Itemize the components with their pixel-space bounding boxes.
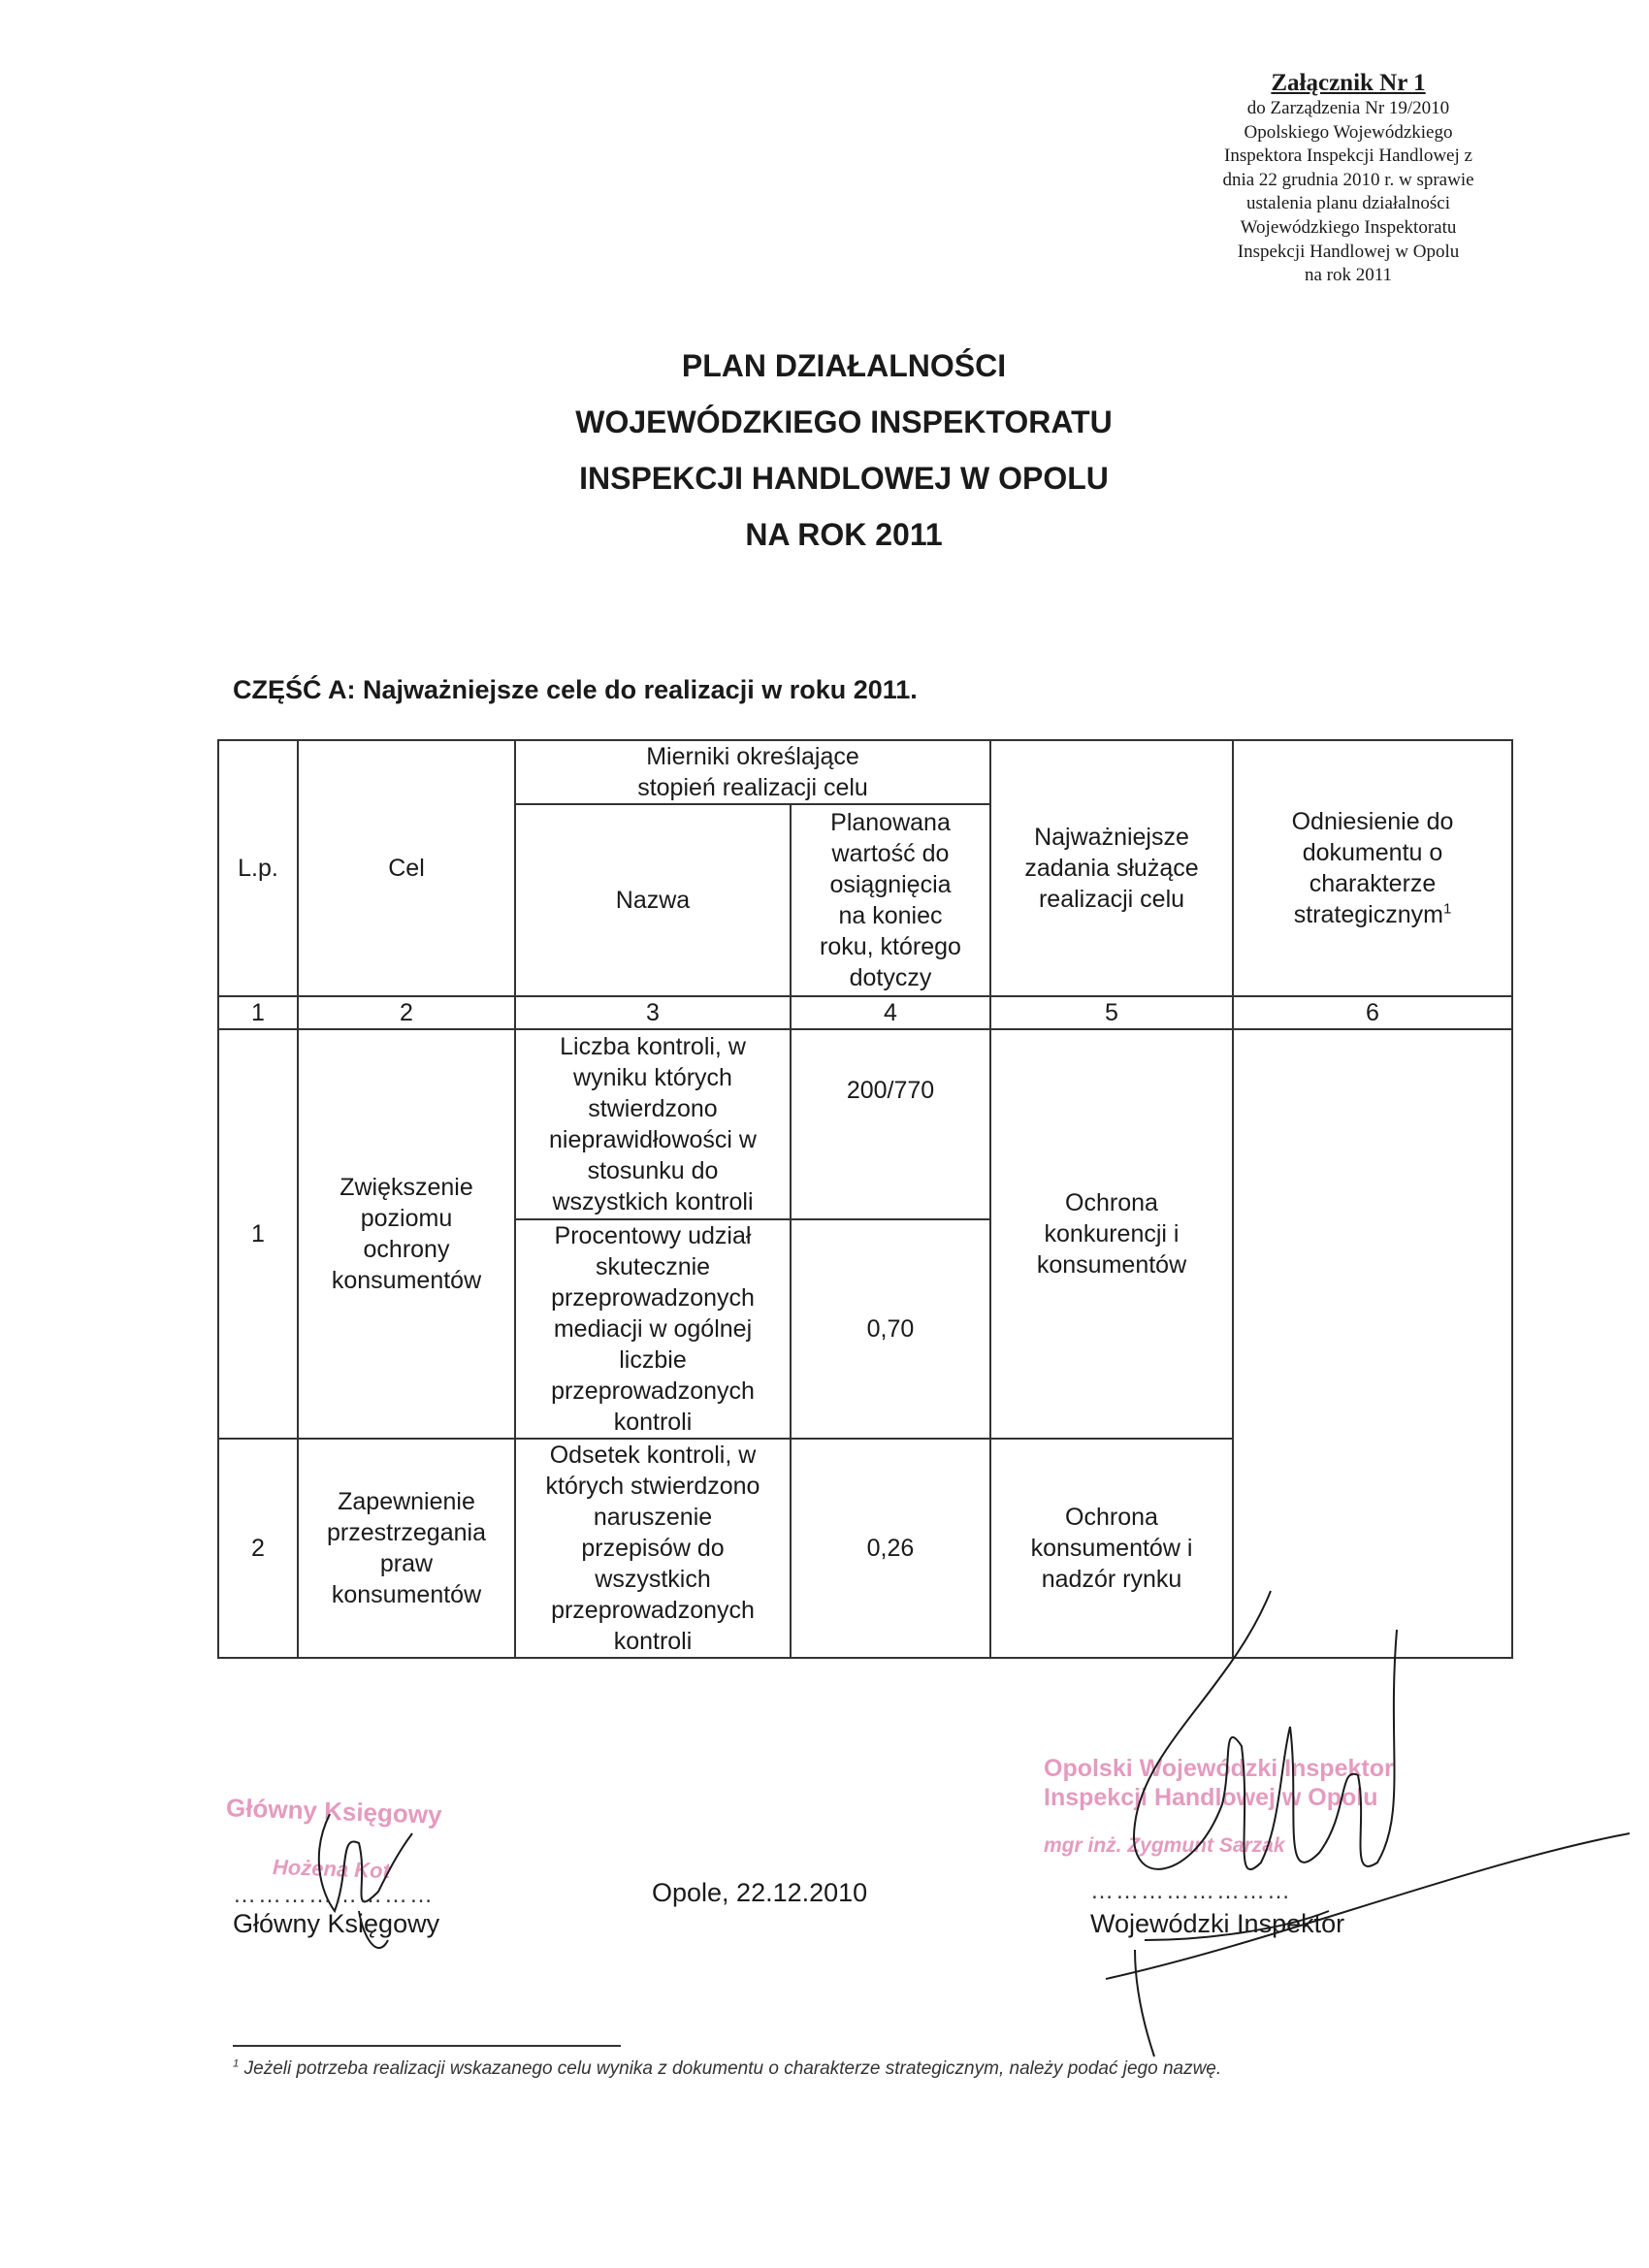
measure-line: liczbie [619, 1346, 687, 1374]
cell-lp: 2 [218, 1439, 298, 1658]
title-line: PLAN DZIAŁALNOŚCI [681, 348, 1007, 383]
goals-table [217, 739, 1513, 1659]
measure-line: kontroli [613, 1628, 693, 1655]
header-measures-line: stopień realizacji celu [637, 774, 868, 801]
header-row [218, 740, 1512, 804]
stamp-line: Główny Księgowy [225, 1793, 443, 1830]
stamp-line: Hożena Kot [272, 1854, 391, 1884]
title-line: WOJEWÓDZKIEGO INSPEKTORATU [575, 405, 1113, 439]
goal-line: Zapewnienie [338, 1488, 475, 1515]
inspector-signature [1086, 1571, 1630, 2076]
header-tasks-line: Najważniejsze [1034, 824, 1189, 851]
measure-line: nieprawidłowości w [549, 1126, 757, 1153]
header-measures-line: Mierniki określające [646, 743, 859, 770]
header-planned-line: roku, którego [820, 933, 961, 960]
header-lp: L.p. [218, 740, 298, 996]
measure-line: wszystkich kontroli [552, 1188, 754, 1215]
accountant-dots: …………………… [233, 1882, 435, 1908]
footnote-mark: 1 [233, 2057, 240, 2070]
annex-note [1145, 70, 1552, 288]
header-reference-line: charakterze [1309, 870, 1437, 897]
goal-line: konsumentów [331, 1267, 482, 1294]
column-number: 5 [990, 996, 1233, 1029]
header-planned-value [791, 804, 990, 996]
column-number: 1 [218, 996, 298, 1029]
stamp-line: mgr inż. Zygmunt Sarzak [1044, 1834, 1285, 1857]
measure-line: Liczba kontroli, w [560, 1033, 746, 1060]
header-measure-name: Nazwa [515, 804, 791, 996]
measure-line: stwierdzono [588, 1095, 718, 1122]
title-line: INSPEKCJI HANDLOWEJ W OPOLU [579, 461, 1109, 496]
tasks-line: konsumentów [1036, 1251, 1187, 1279]
measure-line: przeprowadzonych [551, 1284, 755, 1312]
measure-line: Procentowy udział [554, 1222, 752, 1249]
stamp-line: Inspekcji Handlowej w Opolu [1044, 1784, 1378, 1811]
annex-line: do Zarządzenia Nr 19/2010 [1246, 98, 1450, 118]
cell-measure-name [515, 1219, 791, 1439]
tasks-line: konkurencji i [1044, 1220, 1180, 1247]
cell-planned-value: 0,70 [791, 1219, 990, 1439]
inspector-label: Wojewódzki Inspektor [1090, 1909, 1345, 1938]
measure-line: przeprowadzonych [551, 1597, 755, 1624]
header-reference-line [1238, 899, 1507, 930]
measure-line: których stwierdzono [545, 1473, 760, 1500]
header-reference-line: Odniesienie do [1291, 808, 1454, 835]
cell-planned-value: 0,26 [791, 1439, 990, 1658]
header-planned-line: na koniec [838, 902, 943, 929]
header-planned-line: dotyczy [849, 964, 932, 991]
header-planned-line: Planowana [830, 809, 951, 836]
table-row [218, 1029, 1512, 1219]
measure-line: mediacji w ogólnej [553, 1315, 753, 1343]
annex-heading: Załącznik Nr 1 [1271, 70, 1426, 96]
column-number: 4 [791, 996, 990, 1029]
cell-goal [298, 1029, 515, 1439]
cell-goal [298, 1439, 515, 1658]
goal-line: praw [379, 1550, 434, 1577]
header-tasks [990, 740, 1233, 996]
tasks-line: Ochrona [1065, 1504, 1158, 1531]
tasks-line: Ochrona [1065, 1189, 1158, 1216]
cell-lp: 1 [218, 1029, 298, 1439]
annex-line: ustalenia planu działalności [1246, 193, 1450, 214]
measure-line: kontroli [613, 1409, 693, 1436]
document-title [388, 338, 1300, 563]
header-reference-text: strategicznym [1293, 901, 1443, 928]
column-number: 6 [1233, 996, 1512, 1029]
measure-line: przepisów do [581, 1535, 725, 1562]
annex-line: Wojewódzkiego Inspektoratu [1240, 216, 1457, 238]
header-reference-line: dokumentu o [1302, 839, 1443, 866]
annex-body [1145, 97, 1552, 288]
measure-line: skutecznie [595, 1253, 711, 1280]
cell-measure-name [515, 1029, 791, 1219]
goal-line: ochrony [363, 1236, 450, 1263]
measure-line: Odsetek kontroli, w [549, 1442, 757, 1469]
annex-line: dnia 22 grudnia 2010 r. w sprawie [1222, 169, 1474, 190]
header-tasks-line: realizacji celu [1038, 886, 1185, 913]
annex-line: na rok 2011 [1304, 265, 1393, 286]
measure-line: stosunku do [587, 1157, 719, 1184]
inspector-dots: …………………… [1090, 1878, 1292, 1904]
measure-line: wszystkich [595, 1566, 711, 1593]
goal-line: Zwiększenie [340, 1174, 473, 1201]
tasks-line: nadzór rynku [1041, 1566, 1182, 1593]
footnote-ref-mark: 1 [1442, 900, 1452, 918]
tasks-line: konsumentów i [1030, 1535, 1193, 1562]
accountant-label: Główny Księgowy [233, 1909, 440, 1938]
cell-reference [1233, 1029, 1512, 1658]
cell-measure-name [515, 1439, 791, 1658]
stamp-line: Opolski Wojewódzki Inspektor [1044, 1755, 1394, 1782]
cell-tasks [990, 1029, 1233, 1439]
header-reference [1233, 740, 1512, 996]
section-heading: CZĘŚĆ A: Najważniejsze cele do realizacji w roku 2011. [233, 675, 918, 704]
cell-planned-value: 200/770 [791, 1029, 990, 1219]
title-line: NA ROK 2011 [745, 517, 943, 552]
goal-line: konsumentów [331, 1581, 482, 1608]
footnote-text: Jeżeli potrzeba realizacji wskazanego celu wynika z dokumentu o charakterze strategicznym, należy podać jego nazwę. [243, 2058, 1222, 2079]
header-planned-line: osiągnięcia [829, 871, 952, 898]
column-number: 2 [298, 996, 515, 1029]
measure-line: wyniku których [573, 1064, 732, 1091]
header-planned-line: wartość do [831, 840, 950, 867]
measure-line: naruszenie [593, 1504, 713, 1531]
place-date: Opole, 22.12.2010 [652, 1878, 868, 1907]
annex-line: Inspekcji Handlowej w Opolu [1237, 241, 1460, 262]
header-measures [515, 740, 990, 804]
measure-line: przeprowadzonych [551, 1377, 755, 1405]
goal-line: poziomu [360, 1205, 453, 1232]
annex-line: Opolskiego Wojewódzkiego [1244, 121, 1453, 143]
annex-line: Inspektora Inspekcji Handlowej z [1224, 146, 1472, 167]
footnote-rule [233, 2045, 621, 2047]
header-tasks-line: zadania służące [1024, 855, 1199, 882]
column-number-row [218, 996, 1512, 1029]
header-goal: Cel [298, 740, 515, 996]
column-number: 3 [515, 996, 791, 1029]
footnote [233, 2058, 1221, 2080]
goal-line: przestrzegania [327, 1519, 486, 1546]
